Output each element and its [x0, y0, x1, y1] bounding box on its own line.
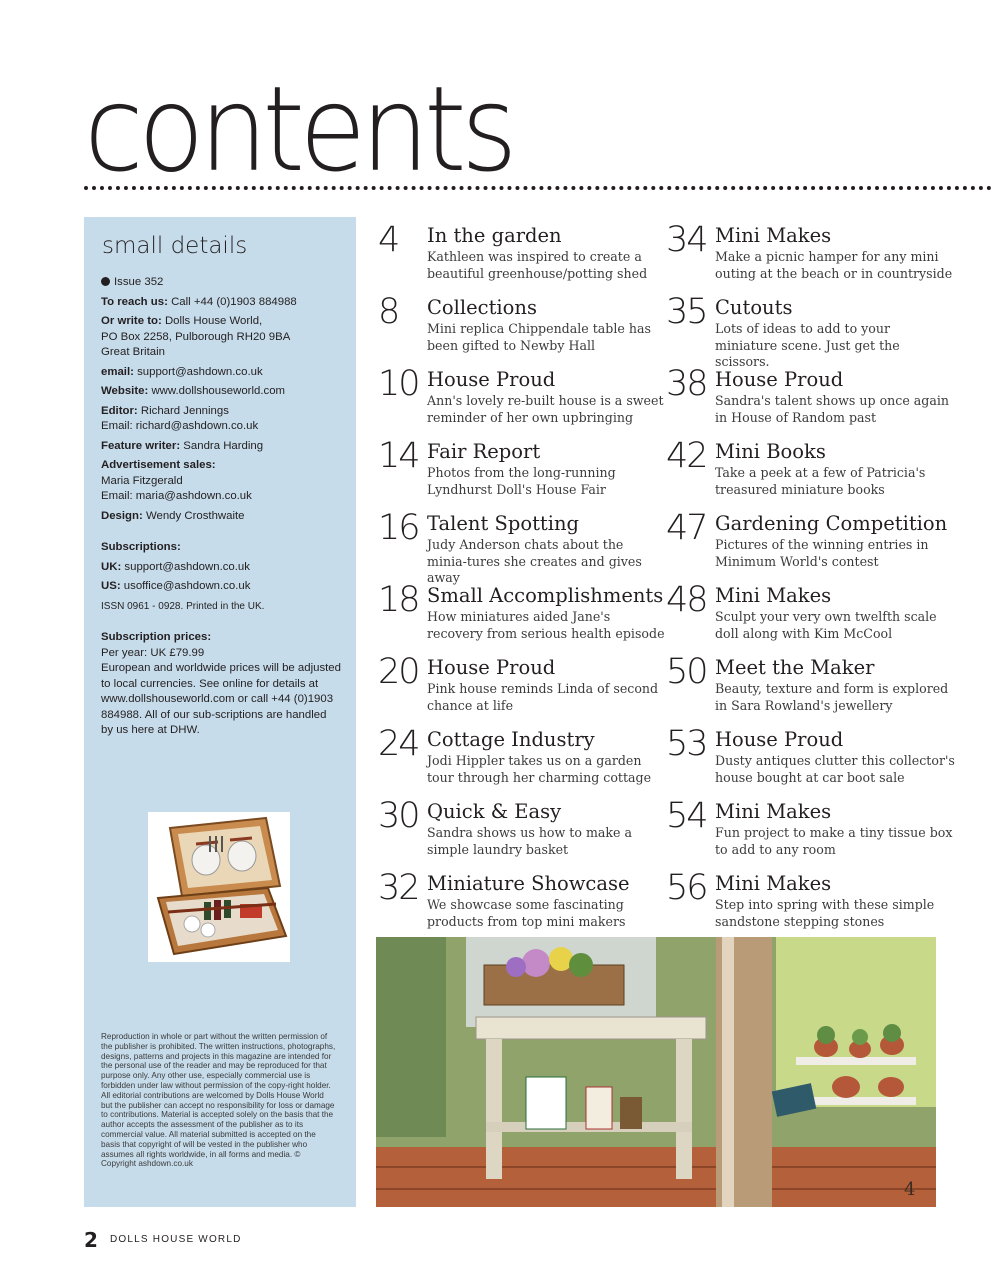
dotted-divider [84, 186, 992, 190]
issn: ISSN 0961 - 0928. [101, 600, 184, 612]
write-label: Or write to: [101, 315, 162, 327]
toc-page-number: 24 [378, 724, 419, 764]
support-email-link[interactable]: support@ashdown.co.uk [137, 365, 263, 378]
toc-item[interactable] [378, 364, 668, 433]
uk-label: UK: [101, 560, 122, 573]
photo-page-marker: 4 [904, 1179, 916, 1200]
address-line: PO Box 2258, Pulborough RH20 9BA [101, 330, 291, 343]
toc-item[interactable] [378, 652, 668, 721]
website-label: Website: [101, 385, 149, 397]
toc-page-number: 30 [378, 796, 419, 836]
toc-item[interactable] [666, 652, 956, 721]
toc-title: Mini Makes [715, 800, 832, 823]
toc-page-number: 32 [378, 868, 419, 908]
toc-description: Dusty antiques clutter this collector's house bought at car boot sale [715, 753, 955, 785]
toc-item[interactable] [666, 868, 956, 937]
toc-title: Mini Makes [715, 872, 832, 895]
toc-page-number: 38 [666, 364, 707, 404]
toc-description: Lots of ideas to add to your miniature scene. Just get the scissors. [715, 321, 900, 369]
toc-title: Collections [427, 296, 537, 319]
footer-magazine-name: DOLLS HOUSE WORLD [110, 1234, 242, 1245]
legal-notice: Reproduction in whole or part without the written permission of the publisher is prohibited. The written instructions, photographs, designs, patterns and projects in this magazine are intended for the personal use of the reader and may be reproduced for that purpose only. Any other use, especially commercial use is forbidden under law without permission of the copy-right holder. All editorial contributions are welcomed by Dolls House World but the publisher can accept no responsibility for loss or damage to contributions. Material is accepted solely on the basis that the author accepts the assessment of the publisher as to its commercial value. All material submitted is accepted on the basis that copyright of will be vested in the publisher who assumes all rights worldwide, in all forms and media. © Copyright ashdown.co.uk [101, 1032, 336, 1169]
toc-title: House Proud [427, 656, 556, 679]
toc-description: Judy Anderson chats about the minia-tures she creates and gives away [427, 537, 642, 585]
toc-page-number: 18 [378, 580, 419, 620]
toc-page-number: 35 [666, 292, 707, 332]
greenhouse-photo [376, 937, 936, 1207]
toc-item[interactable] [666, 292, 956, 369]
toc-title: Fair Report [427, 440, 541, 463]
printed-note: Printed in the UK. [186, 600, 265, 612]
toc-title: In the garden [427, 224, 562, 247]
toc-description: Photos from the long-running Lyndhurst Doll's House Fair [427, 465, 616, 497]
toc-title: Miniature Showcase [427, 872, 630, 895]
toc-item[interactable] [666, 220, 956, 289]
toc-item[interactable] [666, 436, 956, 505]
toc-page-number: 56 [666, 868, 707, 908]
toc-description: Sculpt your very own twelfth scale doll along with Kim McCool [715, 609, 937, 641]
toc-description: Fun project to make a tiny tissue box to add to any room [715, 825, 953, 857]
toc-title: Talent Spotting [427, 512, 580, 535]
toc-title: Mini Makes [715, 224, 832, 247]
toc-description: Pink house reminds Linda of second chance at life [427, 681, 659, 713]
toc-item[interactable] [378, 580, 668, 649]
reach-label: To reach us: [101, 295, 168, 308]
address-line: Great Britain [101, 346, 165, 358]
toc-page-number: 47 [666, 508, 707, 548]
toc-item[interactable] [378, 436, 668, 505]
prices-text: European and worldwide prices will be adjusted to local currencies. See online for details at www.dollshouseworld.com or call +44 (0)1903 884988. All of our sub-scriptions are handled by us here at DHW. [101, 662, 341, 736]
toc-item[interactable] [378, 868, 668, 937]
toc-item[interactable] [666, 796, 956, 865]
us-label: US: [101, 580, 121, 592]
toc-description: Kathleen was inspired to create a beautiful greenhouse/potting shed [427, 249, 648, 281]
editor-email-link[interactable]: Email: richard@ashdown.co.uk [101, 420, 259, 432]
toc-title: Mini Makes [715, 584, 832, 607]
toc-description: Jodi Hippler takes us on a garden tour through her charming cottage [427, 753, 652, 785]
address-line: Dolls House World, [164, 315, 263, 327]
toc-description: We showcase some fascinating products from top mini makers [427, 897, 626, 929]
toc-title: Meet the Maker [715, 656, 875, 679]
toc-page-number: 8 [378, 292, 399, 332]
editor-name: Richard Jennings [140, 404, 229, 417]
ads-email-link[interactable]: Email: maria@ashdown.co.uk [101, 490, 252, 502]
toc-title: Small Accomplishments [427, 584, 664, 607]
toc-description: Beauty, texture and form is explored in Sara Rowland's jewellery [715, 681, 949, 713]
toc-description: Pictures of the winning entries in Minimum World's contest [715, 537, 929, 569]
small-details-panel [84, 217, 356, 1207]
toc-title: House Proud [715, 368, 844, 391]
toc-title: House Proud [427, 368, 556, 391]
design-label: Design: [101, 509, 143, 522]
toc-item[interactable] [378, 220, 668, 289]
toc-item[interactable] [378, 292, 668, 361]
toc-title: Cutouts [715, 296, 793, 319]
feature-writer-label: Feature writer: [101, 439, 181, 452]
toc-description: Sandra shows us how to make a simple laundry basket [427, 825, 632, 857]
toc-page-number: 42 [666, 436, 707, 476]
toc-page-number: 53 [666, 724, 707, 764]
issue-number: Issue 352 [114, 276, 164, 288]
toc-description: Mini replica Chippendale table has been gifted to Newby Hall [427, 321, 651, 353]
toc-page-number: 54 [666, 796, 707, 836]
toc-page-number: 10 [378, 364, 419, 404]
subscriptions-heading: Subscriptions: [101, 541, 181, 553]
toc-item[interactable] [666, 508, 956, 577]
toc-description: Take a peek at a few of Patricia's treasured miniature books [715, 465, 926, 497]
toc-title: Cottage Industry [427, 728, 595, 751]
publication-info [101, 275, 341, 739]
toc-item[interactable] [666, 724, 956, 793]
toc-title: Mini Books [715, 440, 826, 463]
designer-name: Wendy Crosthwaite [145, 509, 245, 522]
toc-title: Gardening Competition [715, 512, 948, 535]
per-year-label: Per year: [101, 646, 148, 659]
toc-page-number: 16 [378, 508, 419, 548]
us-email-link[interactable]: usoffice@ashdown.co.uk [123, 580, 251, 592]
page-title: contents [84, 60, 513, 198]
toc-page-number: 20 [378, 652, 419, 692]
phone-number: Call +44 (0)1903 884988 [171, 295, 297, 308]
bullet-icon [101, 277, 110, 286]
toc-description: How miniatures aided Jane's recovery from serious health episode [427, 609, 665, 641]
toc-description: Sandra's talent shows up once again in House of Random past [715, 393, 949, 425]
email-label: email: [101, 365, 134, 378]
toc-item[interactable] [666, 580, 956, 649]
toc-page-number: 4 [378, 220, 399, 260]
toc-item[interactable] [378, 796, 668, 865]
toc-item[interactable] [666, 364, 956, 433]
per-year-price: UK £79.99 [150, 646, 205, 659]
toc-page-number: 34 [666, 220, 707, 260]
ads-contact-name: Maria Fitzgerald [101, 474, 183, 487]
toc-title: House Proud [715, 728, 844, 751]
uk-email-link[interactable]: support@ashdown.co.uk [124, 560, 250, 573]
toc-description: Make a picnic hamper for any mini outing at the beach or in countryside [715, 249, 953, 281]
toc-item[interactable] [378, 508, 668, 585]
toc-page-number: 50 [666, 652, 707, 692]
editor-label: Editor: [101, 404, 138, 417]
toc-page-number: 48 [666, 580, 707, 620]
toc-page-number: 14 [378, 436, 419, 476]
toc-item[interactable] [378, 724, 668, 793]
prices-heading: Subscription prices: [101, 631, 212, 643]
picnic-hamper-image [148, 812, 290, 962]
feature-writer-name: Sandra Harding [183, 439, 264, 452]
toc-description: Step into spring with these simple sandstone stepping stones [715, 897, 935, 929]
toc-description: Ann's lovely re-built house is a sweet reminder of her own upbringing [427, 393, 664, 425]
ads-label: Advertisement sales: [101, 459, 216, 471]
footer-page-number: 2 [84, 1228, 98, 1252]
website-link[interactable]: www.dollshouseworld.com [151, 385, 286, 397]
panel-title: small details [102, 233, 248, 259]
toc-title: Quick & Easy [427, 800, 562, 823]
